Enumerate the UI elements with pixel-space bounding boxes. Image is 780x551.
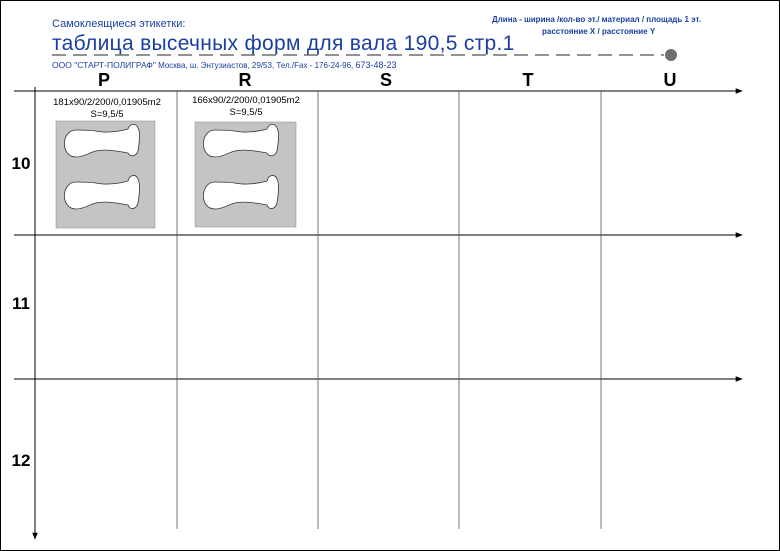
cell-p10-spec: 181x90/2/200/0,01905m2 — [53, 97, 161, 108]
die-preview-r10 — [195, 122, 296, 227]
row-label-11: 11 — [12, 294, 30, 313]
column-label-s: S — [379, 70, 392, 90]
legend-line-1: Длина - ширина /кол-во эт./ материал / площадь 1 эт. — [492, 15, 701, 24]
cell-r10-spacing: S=9,5/5 — [229, 107, 263, 118]
sheet-subtitle: Самоклеящиеся этикетки: — [52, 18, 186, 30]
company-name: ООО "СТАРТ-ПОЛИГРАФ" — [52, 60, 156, 70]
sheet-title: таблица высечных форм для вала 190,5 стр.1 — [52, 32, 515, 55]
company-address: Москва, ш. Энтузиастов, 29/53, Тел./Fax - 176-24-96, — [158, 61, 354, 70]
column-label-p: P — [97, 70, 110, 90]
legend-line-2: расстояние X / расстояние Y — [542, 27, 656, 36]
column-label-r: R — [238, 70, 252, 90]
cell-p10-spacing: S=9,5/5 — [90, 109, 124, 120]
title-marker-dot — [665, 49, 677, 61]
row-label-10: 10 — [11, 154, 31, 173]
column-label-u: U — [663, 70, 677, 90]
company-phone: 673-48-23 — [355, 60, 397, 70]
die-preview-p10 — [56, 121, 155, 228]
row-label-12: 12 — [11, 451, 31, 470]
column-label-t: T — [522, 70, 534, 90]
cell-r10-spec: 166x90/2/200/0,01905m2 — [192, 95, 300, 106]
